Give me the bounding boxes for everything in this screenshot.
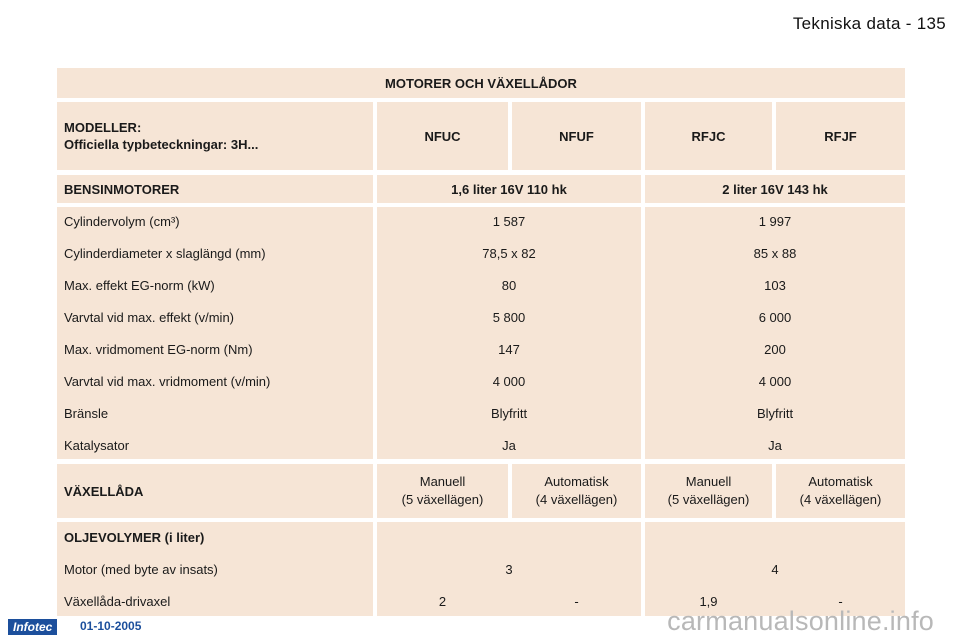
spec-value: Blyfritt	[490, 406, 528, 421]
watermark: carmanualsonline.info	[667, 606, 934, 636]
model-code: NFUF	[559, 128, 594, 144]
model-code: NFUC	[424, 128, 461, 144]
spec-label: Bränsle	[64, 406, 109, 421]
specs-values-block	[645, 207, 905, 459]
oil-gearbox-value: 1,9	[699, 594, 718, 609]
spec-label: Cylinderdiameter x slaglängd (mm)	[64, 246, 266, 261]
gearbox-cell	[512, 464, 641, 518]
oil-engine-value: 3	[505, 562, 513, 577]
spec-value: 200	[764, 342, 786, 357]
gearbox-cell	[377, 464, 508, 518]
spec-value: 4 000	[492, 374, 526, 389]
gearbox-gears: (5 växellägen)	[401, 492, 484, 507]
model-code-cell	[512, 102, 641, 170]
spec-value: 147	[498, 342, 520, 357]
specs-values-block	[377, 207, 641, 459]
type-designation-label: Officiella typbeteckningar: 3H...	[64, 137, 259, 152]
oil-gearbox-value: 2	[438, 594, 447, 609]
spec-value: Ja	[502, 438, 516, 453]
petrol-engines-label: BENSINMOTORER	[64, 181, 180, 197]
engine-cell	[645, 175, 905, 203]
models-label: MODELLER:	[64, 120, 142, 135]
spec-label: Katalysator	[64, 438, 130, 453]
spec-label: Max. effekt EG-norm (kW)	[64, 278, 215, 293]
gearbox-label: VÄXELLÅDA	[64, 483, 144, 499]
spec-value: 6 000	[758, 310, 792, 325]
spec-value: Blyfritt	[756, 406, 794, 421]
engine-name: 2 liter 16V 143 hk	[722, 181, 828, 197]
petrol-engines-label-cell	[57, 175, 373, 203]
model-code: RFJC	[691, 128, 726, 144]
table-title	[57, 68, 905, 98]
oil-gearbox-value: -	[574, 594, 579, 609]
model-code-cell	[776, 102, 905, 170]
spec-value: 4 000	[758, 374, 792, 389]
specs-label-block	[57, 207, 373, 459]
gearbox-type: Manuell	[419, 474, 466, 489]
oil-volumes-label: OLJEVOLYMER (i liter)	[64, 530, 205, 545]
gearbox-gears: (4 växellägen)	[535, 492, 618, 507]
spec-value: 103	[764, 278, 786, 293]
table-title-text: MOTORER OCH VÄXELLÅDOR	[385, 75, 577, 91]
spec-label: Varvtal vid max. vridmoment (v/min)	[64, 374, 271, 389]
oil-engine-label: Motor (med byte av insats)	[64, 562, 218, 577]
infotec-logo: Infotec	[8, 619, 57, 635]
spec-value: 5 800	[492, 310, 526, 325]
spec-value: 1 997	[758, 214, 792, 229]
gearbox-gears: (4 växellägen)	[799, 492, 882, 507]
spec-value: 85 x 88	[753, 246, 797, 261]
model-code: RFJF	[824, 128, 857, 144]
gearbox-gears: (5 växellägen)	[667, 492, 750, 507]
spec-value: 78,5 x 82	[482, 246, 536, 261]
spec-label: Cylindervolym (cm³)	[64, 214, 180, 229]
spec-value: Ja	[768, 438, 782, 453]
model-code-cell	[645, 102, 772, 170]
spec-label: Varvtal vid max. effekt (v/min)	[64, 310, 235, 325]
spec-value: 1 587	[492, 214, 526, 229]
oil-engine-value: 4	[771, 562, 779, 577]
oil-gearbox-value: -	[838, 594, 843, 609]
spec-value: 80	[501, 278, 517, 293]
gearbox-label-cell	[57, 464, 373, 518]
gearbox-cell	[645, 464, 772, 518]
engine-cell	[377, 175, 641, 203]
footer-date: 01-10-2005	[80, 619, 142, 633]
model-code-cell	[377, 102, 508, 170]
oil-gearbox-label: Växellåda-drivaxel	[64, 594, 171, 609]
engine-name: 1,6 liter 16V 110 hk	[451, 181, 567, 197]
gearbox-type: Automatisk	[544, 474, 609, 489]
gearbox-type: Automatisk	[808, 474, 873, 489]
gearbox-type: Manuell	[685, 474, 732, 489]
models-label-cell	[57, 102, 373, 170]
gearbox-cell	[776, 464, 905, 518]
page-title: Tekniska data - 135	[792, 14, 946, 33]
spec-label: Max. vridmoment EG-norm (Nm)	[64, 342, 253, 357]
